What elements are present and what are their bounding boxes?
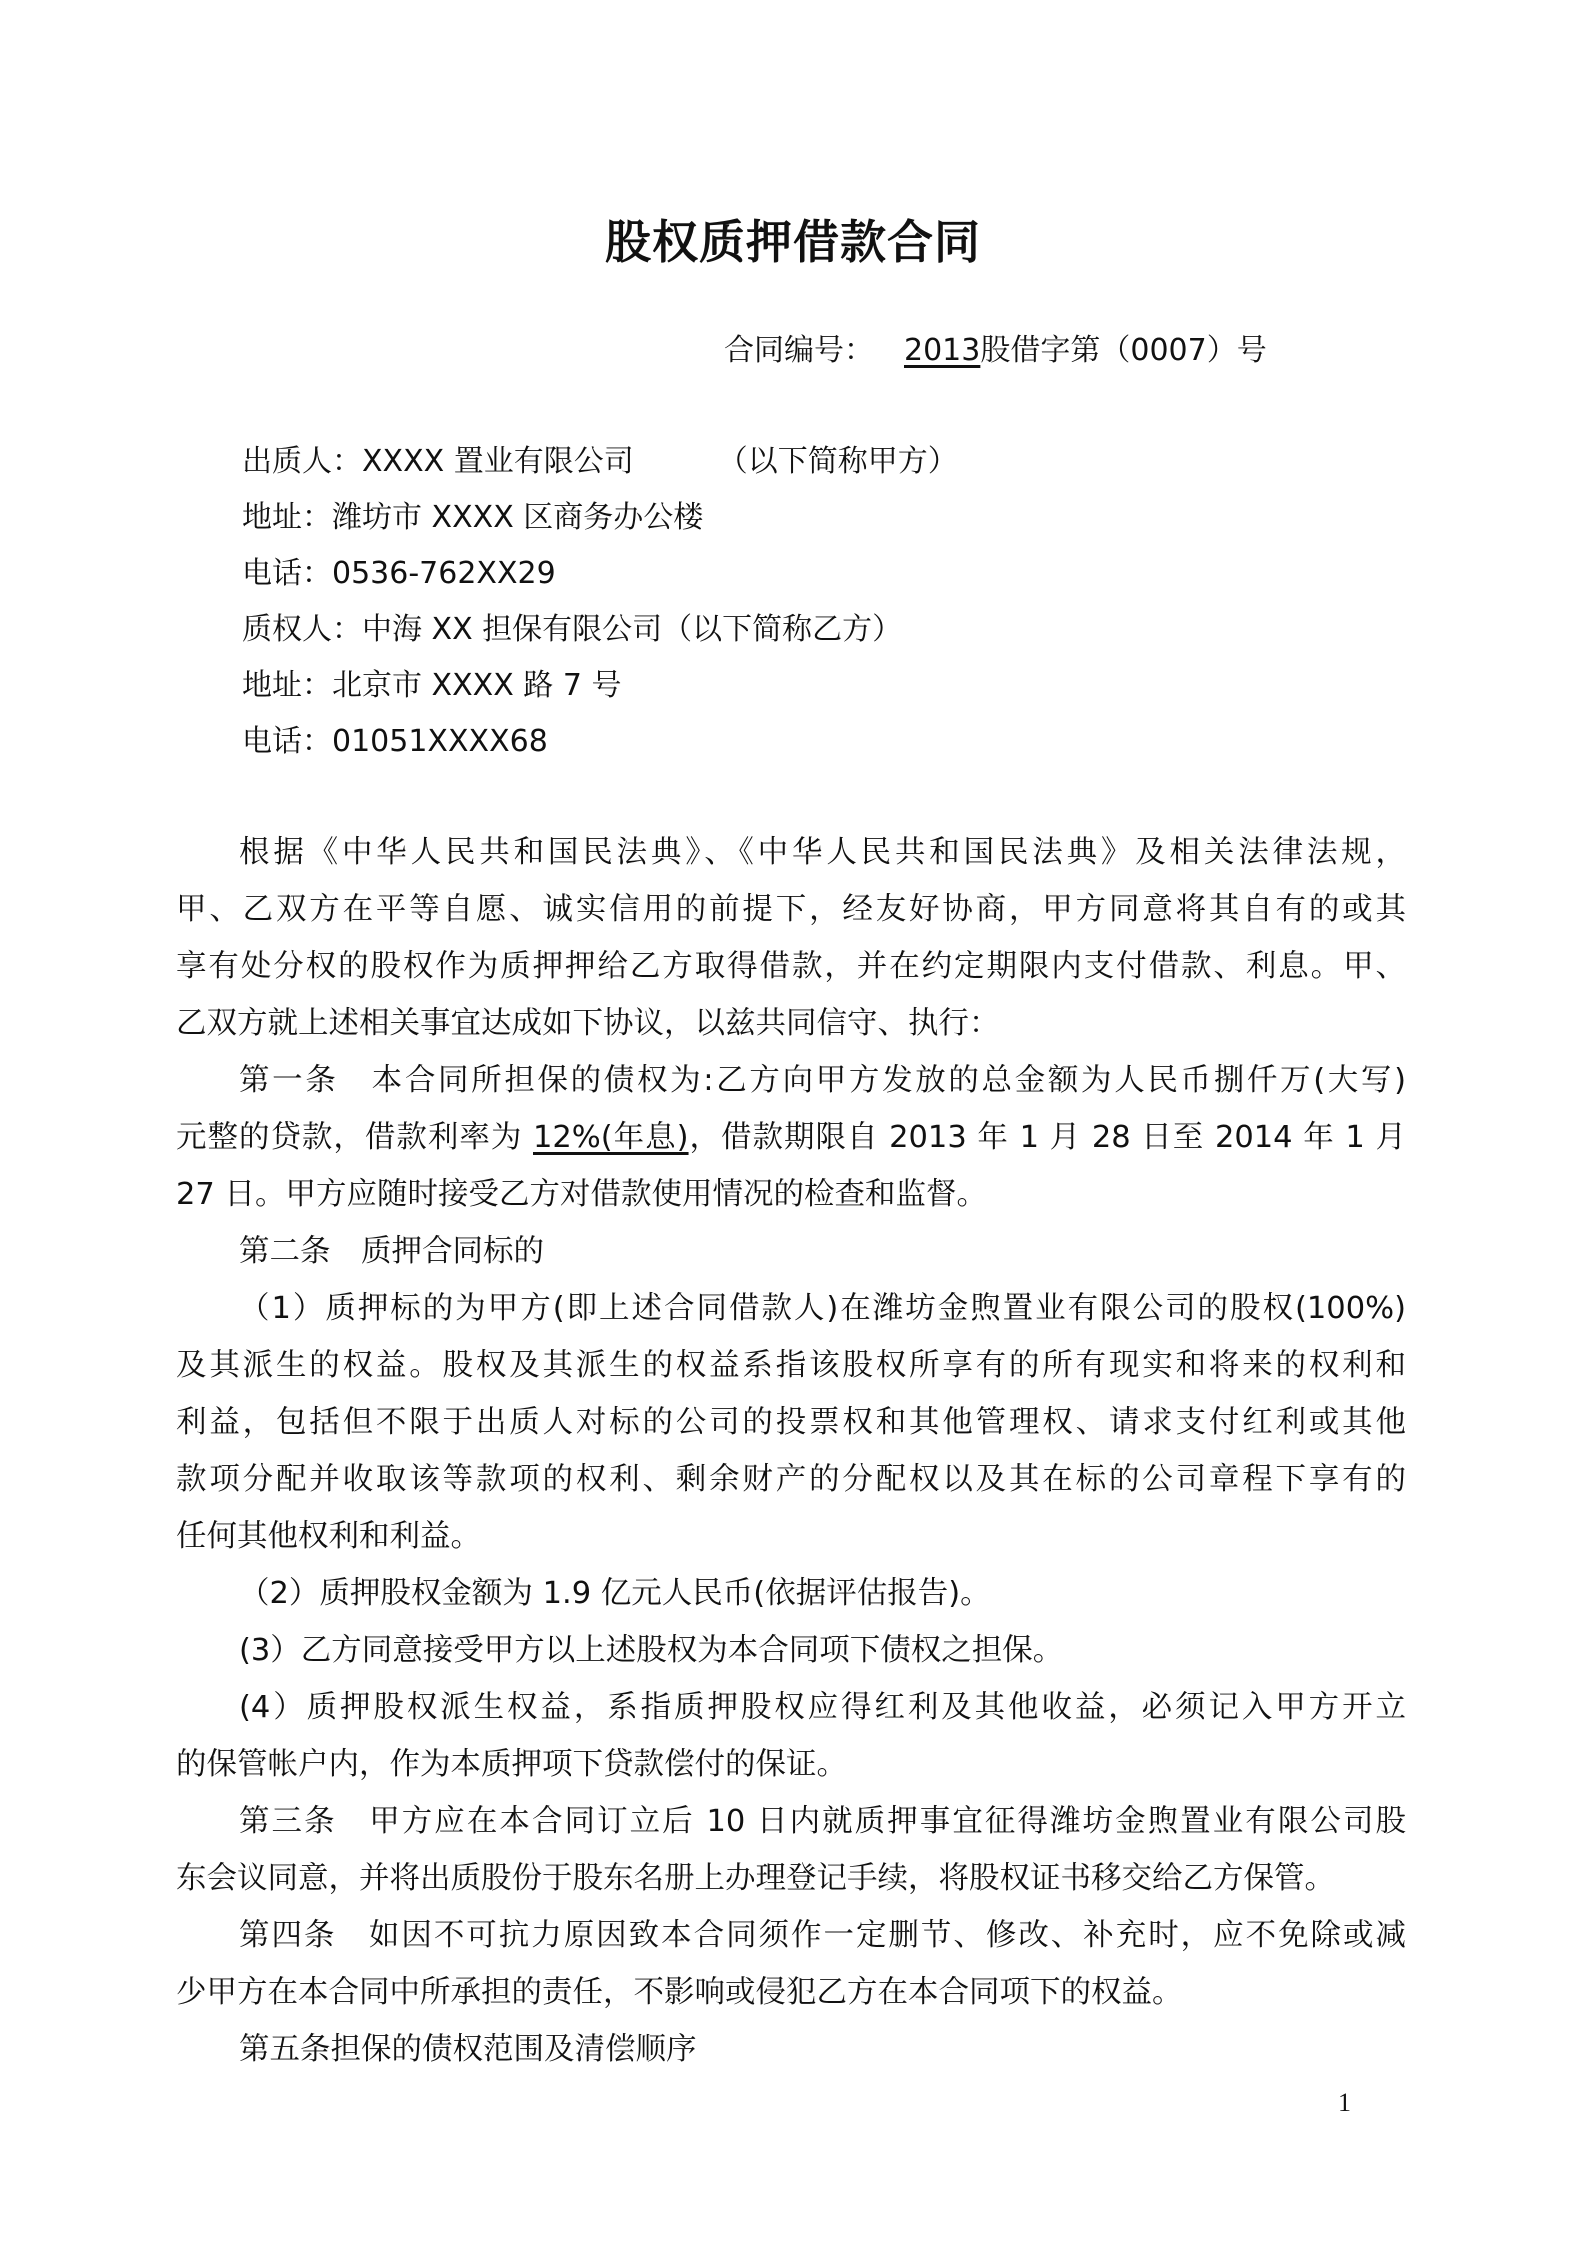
contract-number xyxy=(724,329,1267,373)
article-3-line: 第三条 甲方应在本合同订立后 10 日内就质押事宜征得潍坊金煦置业有限公司股 xyxy=(239,1804,1406,1839)
article-2-heading: 第二条 质押合同标的 xyxy=(239,1234,544,1269)
page-number: 1 xyxy=(1338,2088,1351,2117)
pledgee-name: 质权人：中海 XX 担保有限公司（以下简称乙方） xyxy=(242,612,903,647)
pledgor-reference: （以下简称甲方） xyxy=(717,444,958,479)
article-1-line: 第一条 本合同所担保的债权为:乙方向甲方发放的总金额为人民币捌仟万(大写) xyxy=(239,1063,1406,1098)
article-2-item-3: (3）乙方同意接受甲方以上述股权为本合同项下债权之担保。 xyxy=(239,1633,1064,1668)
pledgor-phone: 电话：0536-762XX29 xyxy=(242,556,556,591)
article-2-item-1-line: 利益，包括但不限于出质人对标的公司的投票权和其他管理权、请求支付红利或其他 xyxy=(176,1405,1406,1440)
article-4-line: 少甲方在本合同中所承担的责任，不影响或侵犯乙方在本合同项下的权益。 xyxy=(176,1975,1183,2010)
preamble-line: 享有处分权的股权作为质押押给乙方取得借款，并在约定期限内支付借款、利息。甲、 xyxy=(176,949,1406,984)
preamble-line: 乙双方就上述相关事宜达成如下协议，以兹共同信守、执行： xyxy=(176,1006,1000,1041)
interest-rate: 12%(年息) xyxy=(533,1120,689,1155)
pledgor-address: 地址：潍坊市 XXXX 区商务办公楼 xyxy=(242,500,704,535)
article-5-heading: 第五条担保的债权范围及清偿顺序 xyxy=(239,2032,697,2067)
article-2-item-1-line: 及其派生的权益。股权及其派生的权益系指该股权所享有的所有现实和将来的权利和 xyxy=(176,1348,1406,1383)
preamble-line: 根据《中华人民共和国民法典》、《中华人民共和国民法典》及相关法律法规， xyxy=(239,835,1406,870)
pledgor-name: 出质人：XXXX 置业有限公司 （以下简称甲方） xyxy=(242,444,958,479)
article-2-item-2: （2）质押股权金额为 1.9 亿元人民币(依据评估报告)。 xyxy=(239,1576,991,1611)
article-4-line: 第四条 如因不可抗力原因致本合同须作一定删节、修改、补充时，应不免除或减 xyxy=(239,1918,1406,1953)
article-2-item-4-line: 的保管帐户内，作为本质押项下贷款偿付的保证。 xyxy=(176,1747,847,1782)
contract-body xyxy=(176,824,1406,2078)
article-1-line: 元整的贷款，借款利率为 12%(年息)，借款期限自 2013 年 1 月 28 日至 2014 年 1 月 xyxy=(176,1120,1406,1155)
document-title: 股权质押借款合同 xyxy=(605,215,981,269)
pledgee-address: 地址：北京市 XXXX 路 7 号 xyxy=(242,668,622,703)
contract-number-rest: 股借字第（0007）号 xyxy=(980,333,1267,368)
article-3-line: 东会议同意，并将出质股份于股东名册上办理登记手续，将股权证书移交给乙方保管。 xyxy=(176,1861,1335,1896)
contract-number-label: 合同编号： xyxy=(724,333,874,368)
contract-number-year: 2013 xyxy=(904,333,981,368)
article-2-item-4-line: (4）质押股权派生权益，系指质押股权应得红利及其他收益，必须记入甲方开立 xyxy=(239,1690,1406,1725)
article-2-item-1-line: 款项分配并收取该等款项的权利、剩余财产的分配权以及其在标的公司章程下享有的 xyxy=(176,1462,1406,1497)
pledgee-phone: 电话：01051XXXX68 xyxy=(242,724,548,759)
article-2-item-1-line: （1）质押标的为甲方(即上述合同借款人)在潍坊金煦置业有限公司的股权(100%) xyxy=(239,1291,1406,1326)
article-2-item-1-line: 任何其他权利和利益。 xyxy=(176,1519,481,1554)
article-1-line: 27 日。甲方应随时接受乙方对借款使用情况的检查和监督。 xyxy=(176,1177,988,1212)
preamble-line: 甲、乙双方在平等自愿、诚实信用的前提下，经友好协商，甲方同意将其自有的或其 xyxy=(176,892,1406,927)
